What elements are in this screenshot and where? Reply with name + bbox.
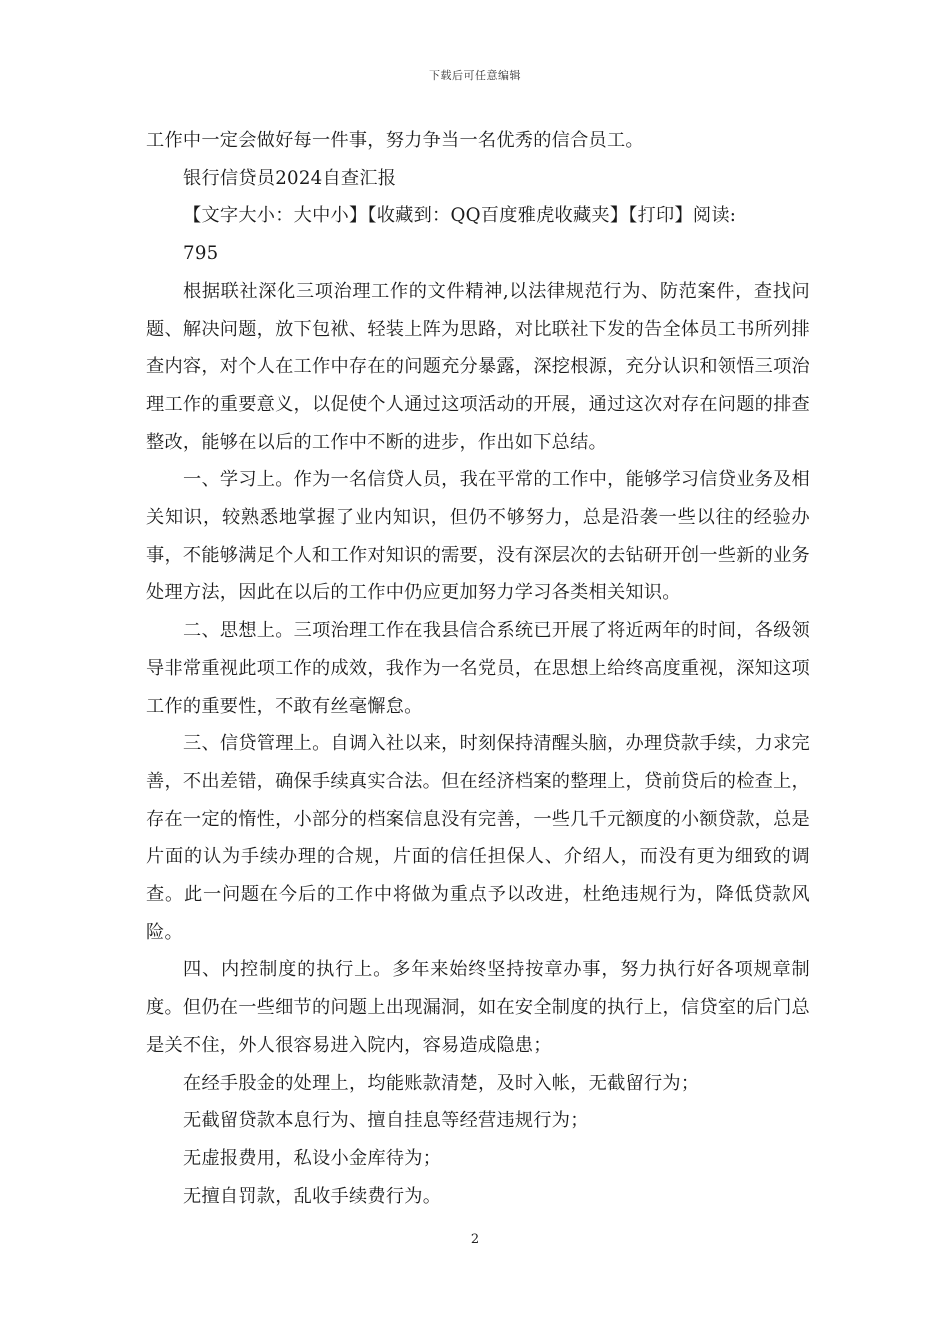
page-header: 下载后可任意编辑 xyxy=(429,69,521,82)
paragraph-no-fines: 无擅自罚款，乱收手续费行为。 xyxy=(183,1185,442,1207)
document-title: 银行信贷员2024自查汇报 xyxy=(183,167,397,189)
paragraph-internal-control: 四、内控制度的执行上。多年来始终坚持按章办事，努力执行好各项规章制度。但仍在一些细节的问题上出现漏洞，如在安全制度的执行上，信贷室的后门总是关不住，外人很容易进入院内，容易造成隐患； xyxy=(146,959,810,1056)
text-size-links-line: 【文字大小：大中小】【收藏到：QQ百度雅虎收藏夹】【打印】阅读: xyxy=(183,205,737,227)
paragraph-no-false-expense: 无虚报费用，私设小金库待为； xyxy=(183,1147,442,1169)
paragraph-credit-management: 三、信贷管理上。自调入社以来，时刻保持清醒头脑，办理贷款手续，力求完善，不出差错，确保手续真实合法。但在经济档案的整理上，贷前贷后的检查上，存在一定的惰性，小部分的档案信息没有完善，一些几千元额度的小额贷款，总是片面的认为手续办理的合规，片面的信任担保人、介绍人，而没有更为细致的调查。此一问题在今后的工作中将做为重点予以改进，杜绝违规行为，降低贷款风险。 xyxy=(146,733,810,943)
paragraph-intro: 根据联社深化三项治理工作的文件精神,以法律规范行为、防范案件，查找问题、解决问题，放下包袱、轻装上阵为思路，对比联社下发的告全体员工书所列排查内容，对个人在工作中存在的问题充分暴露，深挖根源，充分认识和领悟三项治理工作的重要意义，以促使个人通过这项活动的开展，通过这次对存在问题的排查整改，能够在以后的工作中不断的进步，作出如下总结。 xyxy=(146,280,810,453)
read-count: 795 xyxy=(183,243,219,265)
paragraph-share-capital: 在经手股金的处理上，均能账款清楚，及时入帐，无截留行为； xyxy=(183,1072,700,1094)
paragraph-thought: 二、思想上。三项治理工作在我县信合系统已开展了将近两年的时间，各级领导非常重视此项工作的成效，我作为一名党员，在思想上给终高度重视，深知这项工作的重要性，不敢有丝毫懈怠。 xyxy=(146,620,810,717)
page-number: 2 xyxy=(470,1232,480,1247)
document-body xyxy=(146,122,810,1215)
paragraph-continuation: 工作中一定会做好每一件事，努力争当一名优秀的信合员工。 xyxy=(146,130,644,151)
paragraph-study: 一、学习上。作为一名信贷人员，我在平常的工作中，能够学习信贷业务及相关知识，较熟悉地掌握了业内知识，但仍不够努力，总是沿袭一些以往的经验办事，不能够满足个人和工作对知识的需要，没有深层次的去钻研开创一些新的业务处理方法，因此在以后的工作中仍应更加努力学习各类相关知识。 xyxy=(146,469,810,604)
paragraph-no-interception: 无截留贷款本息行为、擅自挂息等经营违规行为； xyxy=(183,1110,589,1132)
